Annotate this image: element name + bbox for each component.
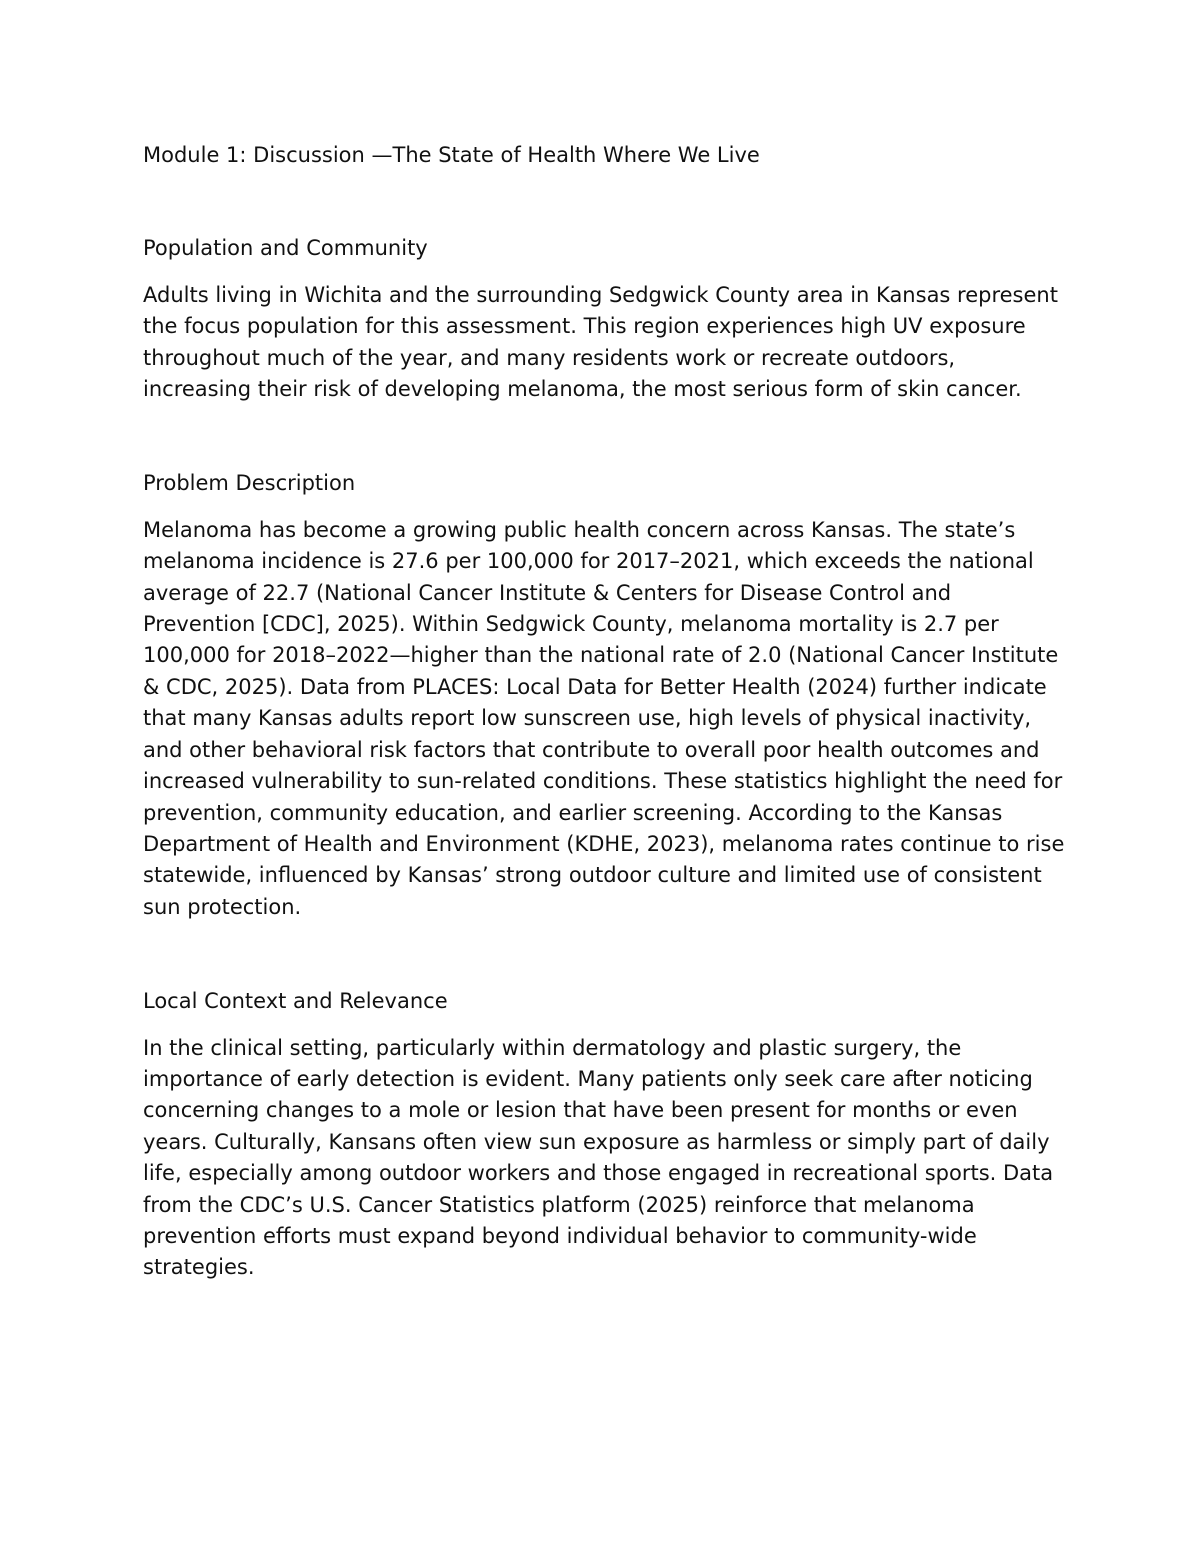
section-heading: Problem Description <box>143 471 356 496</box>
section-paragraph: Adults living in Wichita and the surrounding Sedgwick County area in Kansas represent the focus population for this assessment. This region experiences high UV exposure throughout much of the year, and many residents work or recreate outdoors, increasing their risk of developing melanoma, the most serious form of skin cancer. <box>143 282 1058 402</box>
section-problem-description <box>143 468 1068 923</box>
document-title: Module 1: Discussion —The State of Health Where We Live <box>143 143 760 167</box>
section-paragraph: In the clinical setting, particularly within dermatology and plastic surgery, the importance of early detection is evident. Many patients only seek care after noticing concerning changes to a mole or lesion that have been present for months or even years. Culturally, Kansans often view sun exposure as harmless or simply part of daily life, especially among outdoor workers and those engaged in recreational sports. Data from the CDC’s U.S. Cancer Statistics platform (2025) reinforce that melanoma prevention efforts must expand beyond individual behavior to community-wide strategies. <box>143 1035 1054 1280</box>
section-population-and-community <box>143 233 1068 405</box>
section-paragraph: Melanoma has become a growing public health concern across Kansas. The state’s melanoma incidence is 27.6 per 100,000 for 2017–2021, which exceeds the national average of 22.7 (National Cancer Institute & Centers for Disease Control and Prevention [CDC], 2025). Within Sedgwick County, melanoma mortality is 2.7 per 100,000 for 2018–2022—higher than the national rate of 2.0 (National Cancer Institute & CDC, 2025). Data from PLACES: Local Data for Better Health (2024) further indicate that many Kansas adults report low sunscreen use, high levels of physical inactivity, and other behavioral risk factors that contribute to overall poor health outcomes and increased vulnerability to sun-related conditions. These statistics highlight the need for prevention, community education, and earlier screening. According to the Kansas Department of Health and Environment (KDHE, 2023), melanoma rates continue to rise statewide, influenced by Kansas’ strong outdoor culture and limited use of consistent sun protection. <box>143 517 1065 919</box>
document-body <box>143 140 1068 1347</box>
section-heading: Local Context and Relevance <box>143 989 448 1014</box>
section-local-context-and-relevance <box>143 986 1068 1284</box>
section-heading: Population and Community <box>143 236 428 261</box>
